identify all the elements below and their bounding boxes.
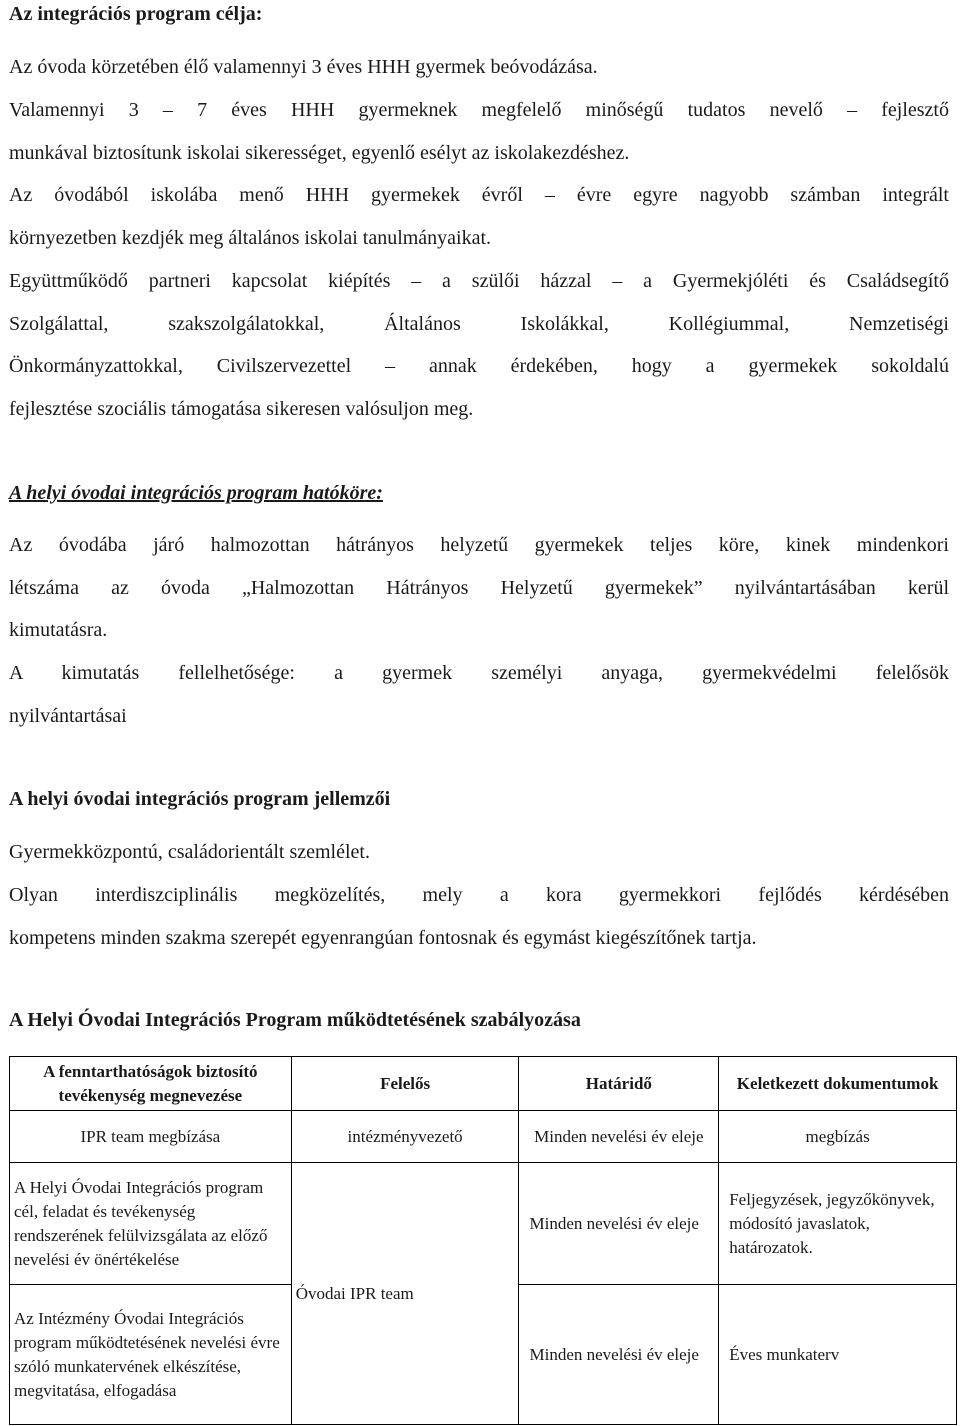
cell-deadline: Minden nevelési év eleje <box>519 1163 719 1285</box>
heading-program-regulation: A Helyi Óvodai Integrációs Program működtetésének szabályozása <box>9 1009 581 1031</box>
header-deadline: Határidő <box>519 1057 719 1111</box>
text-line: Az óvoda körzetében élő valamennyi 3 éves HHH gyermek beóvodázása. <box>9 56 598 78</box>
text-line: A kimutatás fellelhetősége: a gyermek személyi anyaga, gyermekvédelmi felelősök <box>9 662 949 684</box>
table-row <box>10 1163 957 1285</box>
text-line: kimutatásra. <box>9 619 108 642</box>
cell-deadline: Minden nevelési év eleje <box>519 1111 719 1163</box>
text-line: Szolgálattal, szakszolgálatokkal, Általános Iskolákkal, Kollégiummal, Nemzetiségi <box>9 312 949 335</box>
text-line: Együttműködő partneri kapcsolat kiépítés – a szülői házzal – a Gyermekjóléti és Családsegítő <box>9 270 949 292</box>
paragraph <box>9 46 949 89</box>
text-line: kompetens minden szakma szerepét egyenrangúan fontosnak és egymást kiegészítőnek tartja. <box>9 926 757 949</box>
text-line: létszáma az óvoda „Halmozottan Hátrányos Helyzetű gyermekek” nyilvántartásában kerül <box>9 576 949 599</box>
header-responsible: Felelős <box>291 1057 519 1111</box>
heading-program-characteristics: A helyi óvodai integrációs program jellemzői <box>9 788 391 810</box>
paragraph <box>9 524 949 652</box>
heading-program-goal: Az integrációs program célja: <box>9 3 263 25</box>
text-line: környezetben kezdjék meg általános iskolai tanulmányaikat. <box>9 226 492 249</box>
header-activity: A fenntarthatóságok biztosító tevékenység megnevezése <box>10 1057 292 1111</box>
text-line: Az óvodából iskolába menő HHH gyermekek évről – évre egyre nagyobb számban integrált <box>9 184 949 206</box>
cell-activity: Az Intézmény Óvodai Integrációs program működtetésének nevelési évre szóló munkatervének elkészítése, megvitatása, elfogadása <box>10 1285 292 1425</box>
text-line: Valamennyi 3 – 7 éves HHH gyermeknek megfelelő minőségű tudatos nevelő – fejlesztő <box>9 99 949 121</box>
cell-documents: Éves munkaterv <box>719 1285 957 1425</box>
text-line: Olyan interdiszciplinális megközelítés, mely a kora gyermekkori fejlődés kérdésében <box>9 884 949 906</box>
cell-responsible: intézményvezető <box>291 1111 519 1163</box>
paragraph <box>9 831 949 874</box>
regulation-table <box>9 1056 957 1425</box>
header-documents: Keletkezett dokumentumok <box>719 1057 957 1111</box>
table-row <box>10 1111 957 1163</box>
paragraph <box>9 652 949 737</box>
cell-deadline: Minden nevelési év eleje <box>519 1285 719 1425</box>
paragraph <box>9 260 949 431</box>
cell-responsible: Óvodai IPR team <box>291 1163 519 1425</box>
cell-activity: A Helyi Óvodai Integrációs program cél, feladat és tevékenység rendszerének felülvizsgálata az előző nevelési év önértékelése <box>10 1163 292 1285</box>
text-line: Önkormányzattokkal, Civilszervezettel – annak érdekében, hogy a gyermekek sokoldalú <box>9 355 949 378</box>
paragraph <box>9 874 949 959</box>
cell-documents: Feljegyzések, jegyzőkönyvek, módosító javaslatok, határozatok. <box>719 1163 957 1285</box>
text-line: fejlesztése szociális támogatása sikeresen valósuljon meg. <box>9 398 474 421</box>
text-line: Az óvodába járó halmozottan hátrányos helyzetű gyermekek teljes köre, kinek mindenkori <box>9 534 949 556</box>
table-header-row <box>10 1057 957 1111</box>
cell-documents: megbízás <box>719 1111 957 1163</box>
text-line: Gyermekközpontú, családorientált szemlélet. <box>9 841 370 863</box>
text-line: munkával biztosítunk iskolai sikerességet, egyenlő esélyt az iskolakezdéshez. <box>9 141 630 164</box>
heading-program-scope: A helyi óvodai integrációs program hatóköre: <box>9 482 383 504</box>
paragraph <box>9 89 949 174</box>
text-line: nyilvántartásai <box>9 704 127 727</box>
paragraph <box>9 174 949 259</box>
cell-activity: IPR team megbízása <box>10 1111 292 1163</box>
